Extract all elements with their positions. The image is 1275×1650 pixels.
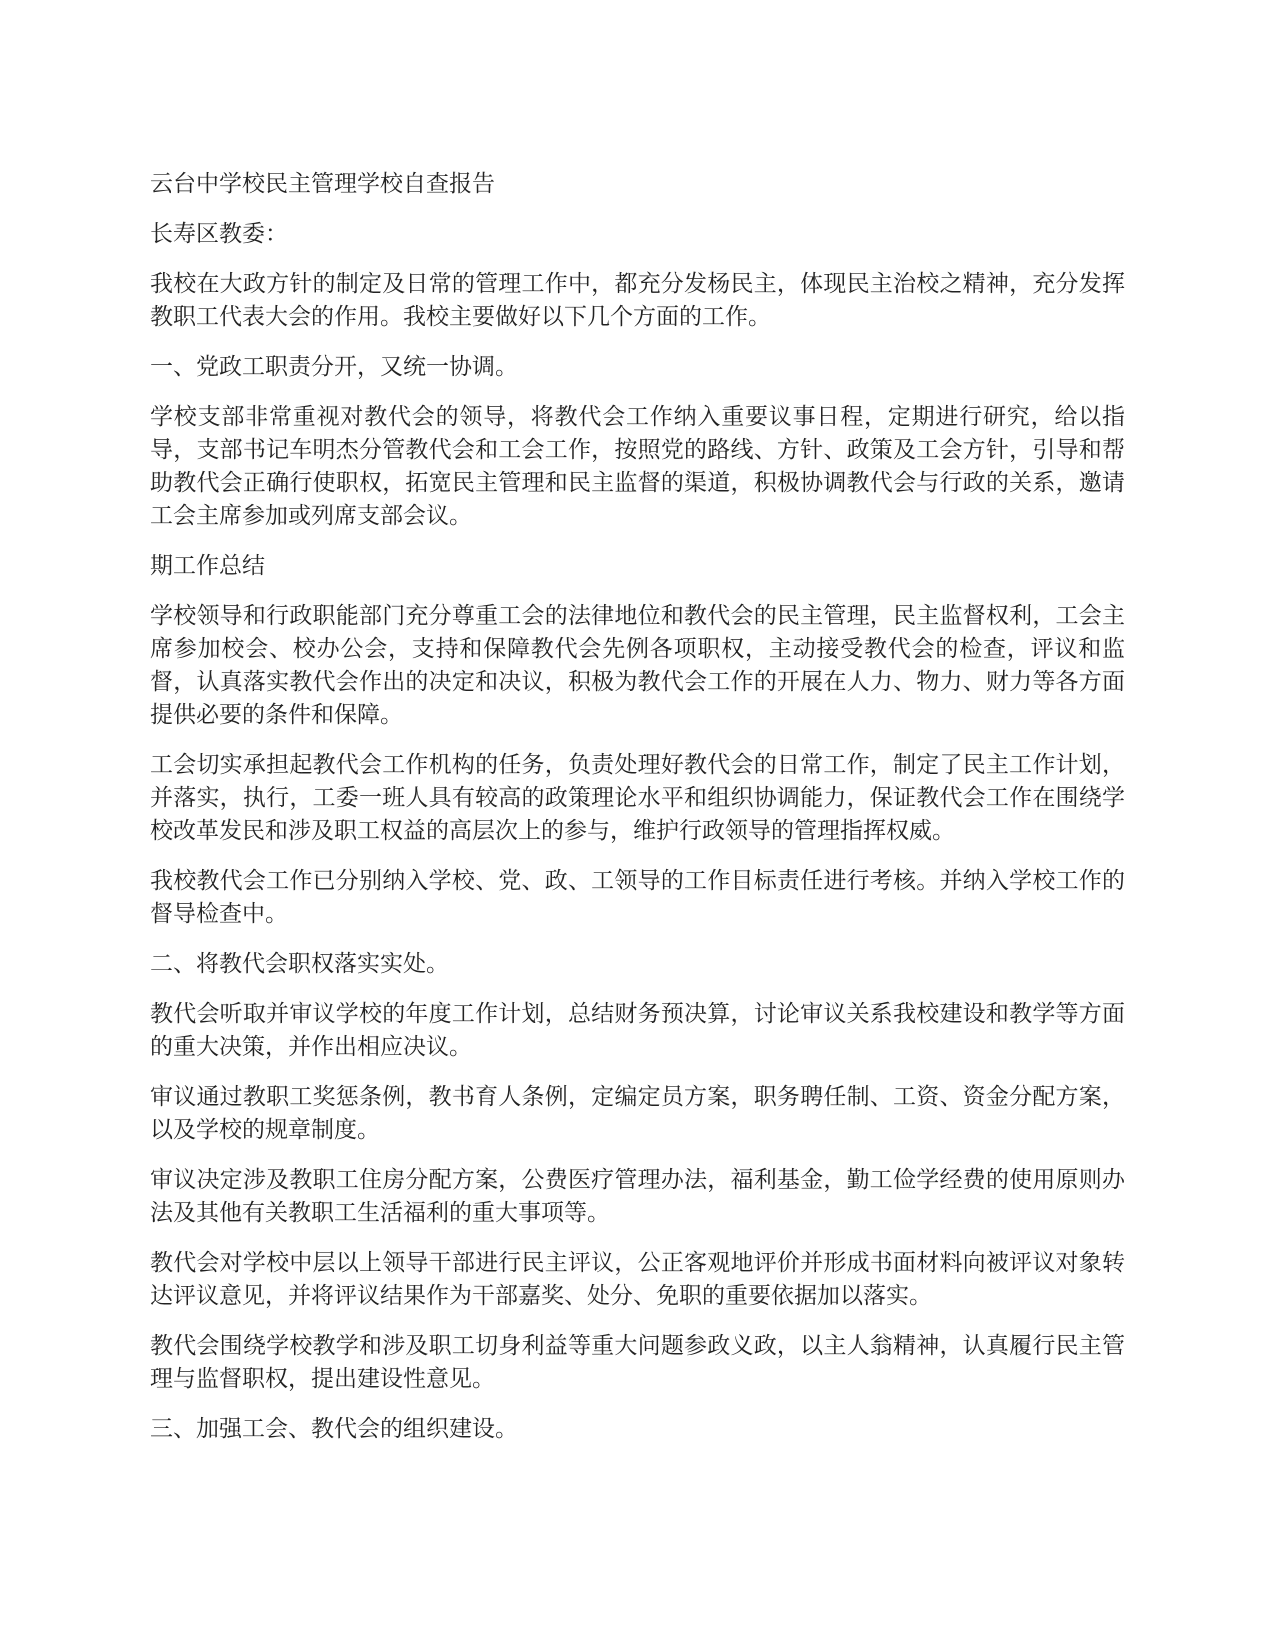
intro-paragraph: 我校在大政方针的制定及日常的管理工作中，都充分发杨民主，体现民主治校之精神，充分发挥教职工代表大会的作用。我校主要做好以下几个方面的工作。 bbox=[150, 271, 1125, 330]
salutation: 长寿区教委： bbox=[150, 221, 288, 247]
section-heading-2: 二、将教代会职权落实实处。 bbox=[150, 951, 449, 977]
body-paragraph: 我校教代会工作已分别纳入学校、党、政、工领导的工作目标责任进行考核。并纳入学校工作的督导检查中。 bbox=[150, 868, 1125, 927]
body-paragraph: 教代会听取并审议学校的年度工作计划，总结财务预决算，讨论审议关系我校建设和教学等方面的重大决策，并作出相应决议。 bbox=[150, 1001, 1125, 1060]
body-paragraph: 学校领导和行政职能部门充分尊重工会的法律地位和教代会的民主管理，民主监督权利，工会主席参加校会、校办公会，支持和保障教代会先例各项职权，主动接受教代会的检查，评议和监督，认真落实教代会作出的决定和决议，积极为教代会工作的开展在人力、物力、财力等各方面提供必要的条件和保障。 bbox=[150, 603, 1125, 728]
document-title: 云台中学校民主管理学校自查报告 bbox=[150, 171, 495, 197]
body-paragraph: 教代会对学校中层以上领导干部进行民主评议，公正客观地评价并形成书面材料向被评议对象转达评议意见，并将评议结果作为干部嘉奖、处分、免职的重要依据加以落实。 bbox=[150, 1250, 1125, 1309]
document-page bbox=[150, 168, 1125, 1463]
body-paragraph: 工会切实承担起教代会工作机构的任务，负责处理好教代会的日常工作，制定了民主工作计划，并落实，执行，工委一班人具有较高的政策理论水平和组织协调能力，保证教代会工作在围绕学校改革发民和涉及职工权益的高层次上的参与，维护行政领导的管理指挥权威。 bbox=[150, 752, 1125, 844]
body-paragraph: 教代会围绕学校教学和涉及职工切身利益等重大问题参政义政，以主人翁精神，认真履行民主管理与监督职权，提出建设性意见。 bbox=[150, 1333, 1125, 1392]
subheading: 期工作总结 bbox=[150, 553, 265, 579]
section-heading-1: 一、党政工职责分开，又统一协调。 bbox=[150, 354, 518, 380]
section-heading-3: 三、加强工会、教代会的组织建设。 bbox=[150, 1416, 518, 1442]
body-paragraph: 审议通过教职工奖惩条例，教书育人条例，定编定员方案，职务聘任制、工资、资金分配方案，以及学校的规章制度。 bbox=[150, 1084, 1125, 1143]
body-paragraph: 审议决定涉及教职工住房分配方案，公费医疗管理办法，福利基金，勤工俭学经费的使用原则办法及其他有关教职工生活福利的重大事项等。 bbox=[150, 1167, 1125, 1226]
body-paragraph: 学校支部非常重视对教代会的领导，将教代会工作纳入重要议事日程，定期进行研究，给以指导，支部书记车明杰分管教代会和工会工作，按照党的路线、方针、政策及工会方针，引导和帮助教代会正确行使职权，拓宽民主管理和民主监督的渠道，积极协调教代会与行政的关系，邀请工会主席参加或列席支部会议。 bbox=[150, 404, 1125, 529]
